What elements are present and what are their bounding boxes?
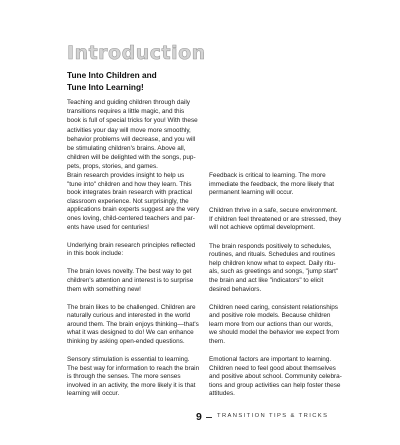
intro-line: activities your day will move more smoothly, [67,126,191,134]
paragraph-line: in this book include: [67,250,124,258]
paragraph-line: help children know what to expect. Daily ritu- [209,259,336,267]
intro-line: behavior problems will decrease, and you will [67,135,196,143]
paragraph-line: permanent learning will occur. [209,189,294,197]
paragraph [209,304,369,347]
paragraph-line: Children need caring, consistent relationships [209,303,338,311]
paragraph-line: book integrates brain research with practical [67,189,193,197]
paragraph-line: Underlying brain research principles reflected [67,241,196,249]
paragraph-line: "tune into" children and how they learn. This [67,180,192,188]
paragraph-line: applications brain experts suggest are the very [67,206,200,214]
paragraph [67,242,227,259]
paragraph-line: involved in an activity, the more likely it is that [67,381,196,389]
paragraph [67,356,227,399]
page-footer [196,411,386,424]
paragraph-line: The brain loves novelty. The best way to get [67,268,192,276]
left-column [67,172,227,409]
paragraph-line: them with something new! [67,285,141,293]
intro-line: be stimulating children's brains. Above all, [67,145,186,153]
paragraph-line: desired behaviors. [209,285,262,293]
right-column [209,172,369,409]
paragraph-line: and positive role models. Because children [209,312,331,320]
intro-line: Teaching and guiding children through daily [67,99,190,106]
paragraph-line: Feedback is critical to learning. The more [209,172,326,179]
subheading [67,70,217,93]
paragraph-line: we should model the behavior we expect from [209,329,340,337]
paragraph-line: Children need to feel good about themselves [209,364,336,372]
paragraph-line: them. [209,338,225,345]
intro-line: book is full of special tricks for you! With these [67,117,198,125]
paragraph-line: learn more from our actions than our words, [209,320,333,328]
paragraph [209,207,369,233]
intro-line: transitions requires a little magic, and this [67,108,185,116]
paragraph-line: Brain research provides insight to help us [67,172,185,179]
paragraph-line: The best way for information to reach the brain [67,364,200,372]
paragraph [67,172,227,232]
paragraph-line: will not achieve optimal development. [209,224,315,232]
footer-divider [206,417,212,418]
paragraph-line: the brain and act like "indicators" to elicit [209,276,324,284]
paragraph-line: children's attention and interest is to surprise [67,276,194,284]
paragraph-line: If children feel threatened or are stressed, they [209,215,342,223]
paragraph-line: attitudes. [209,390,235,398]
intro-line: children will be delighted with the songs, pup- [67,154,196,162]
paragraph [67,304,227,347]
subheading-line: Tune Into Learning! [67,81,144,92]
paragraph-line: als, such as greetings and songs, "jump start" [209,268,339,276]
page-title: Introduction [67,42,206,64]
intro-line: pets, props, stories, and games. [67,163,158,171]
paragraph-line: and positive about school. Community celebra- [209,373,342,381]
paragraph-line: Children thrive in a safe, secure environment. [209,207,338,215]
paragraph-line: naturally curious and interested in the world [67,312,191,320]
paragraph [209,243,369,295]
paragraph-line: The brain responds positively to schedules, [209,242,332,250]
intro-paragraph [67,98,219,172]
paragraph [209,172,369,198]
paragraph-line: Emotional factors are important to learning. [209,356,332,364]
paragraph-line: around them. The brain enjoys thinking—that's [67,320,199,328]
subheading-line: Tune Into Children and [67,70,157,80]
paragraph [209,356,369,399]
paragraph-line: classroom experience. Not surprisingly, the [67,197,189,205]
paragraph-line: thinking by asking open-ended questions. [67,338,185,345]
paragraph-line: routines, and rituals. Schedules and routines [209,251,336,259]
paragraph-line: tions and group activities can help foster these [209,381,341,389]
paragraph-line: is through the senses. The more senses [67,373,181,381]
paragraph [67,268,227,294]
paragraph-line: ones loving, child-centered teachers and par- [67,214,195,222]
page-number: 9 [196,411,202,423]
paragraph-line: learning will occur. [67,390,120,398]
running-title: TRANSITION TIPS & TRICKS [217,413,329,419]
paragraph-line: what it was designed to do! We can enhance [67,329,194,337]
paragraph-line: Sensory stimulation is essential to learning. [67,356,190,364]
paragraph-line: immediate the feedback, the more likely that [209,180,335,188]
paragraph-line: The brain likes to be challenged. Children are [67,303,196,311]
paragraph-line: ents have used for centuries! [67,223,150,231]
